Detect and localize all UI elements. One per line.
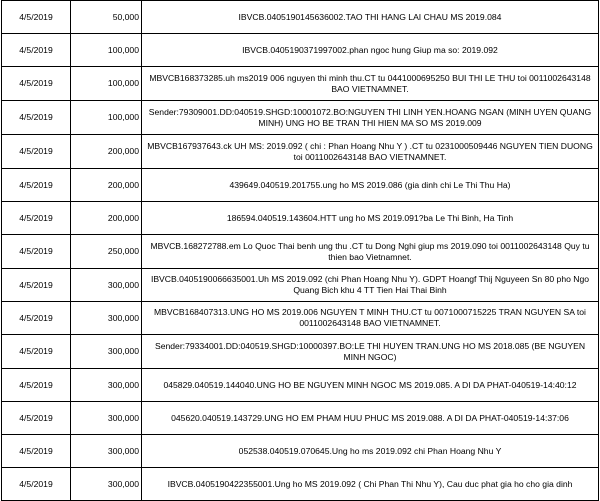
table-row — [2, 335, 599, 369]
description-cell: IBVCB.0405190422355001.Ung ho MS 2019.092 ( Chi Phan Thi Nhu Y), Cau duc phat gia ho cho gia dinh — [142, 468, 599, 501]
date-cell: 4/5/2019 — [2, 468, 71, 501]
date-cell: 4/5/2019 — [2, 269, 71, 302]
amount-cell: 300,000 — [71, 369, 142, 402]
date-cell: 4/5/2019 — [2, 202, 71, 235]
date-cell: 4/5/2019 — [2, 67, 71, 101]
date-cell: 4/5/2019 — [2, 335, 71, 369]
description-cell: 052538.040519.070645.Ung ho ms 2019.092 chi Phan Hoang Nhu Y — [142, 435, 599, 468]
description-cell: MBVCB.168272788.em Lo Quoc Thai benh ung thu .CT tu Dong Nghi giup ms 2019.090 toi 0011002643148 Quy tu thien bao Vietnamnet. — [142, 235, 599, 269]
amount-cell: 250,000 — [71, 235, 142, 269]
table-row — [2, 369, 599, 402]
transaction-table — [1, 0, 599, 501]
amount-cell: 200,000 — [71, 202, 142, 235]
date-cell: 4/5/2019 — [2, 135, 71, 169]
amount-cell: 300,000 — [71, 468, 142, 501]
date-cell: 4/5/2019 — [2, 169, 71, 202]
amount-cell: 100,000 — [71, 34, 142, 67]
amount-cell: 200,000 — [71, 135, 142, 169]
date-cell: 4/5/2019 — [2, 235, 71, 269]
description-cell: Sender:79309001.DD:040519.SHGD:10001072.BO:NGUYEN THI LINH YEN.HOANG NGAN (MINH UYEN QUANG MINH) UNG HO BE TRAN THI HIEN MA SO MS 2019.009 — [142, 101, 599, 135]
date-cell: 4/5/2019 — [2, 435, 71, 468]
description-cell: IBVCB.0405190145636002.TAO THI HANG LAI CHAU MS 2019.084 — [142, 1, 599, 34]
date-cell: 4/5/2019 — [2, 402, 71, 435]
table-row — [2, 402, 599, 435]
amount-cell: 300,000 — [71, 402, 142, 435]
amount-cell: 300,000 — [71, 269, 142, 302]
table-row — [2, 269, 599, 302]
date-cell: 4/5/2019 — [2, 302, 71, 335]
table-row — [2, 1, 599, 34]
date-cell: 4/5/2019 — [2, 369, 71, 402]
table-row — [2, 67, 599, 101]
date-cell: 4/5/2019 — [2, 34, 71, 67]
amount-cell: 100,000 — [71, 67, 142, 101]
description-cell: 045829.040519.144040.UNG HO BE NGUYEN MINH NGOC MS 2019.085. A DI DA PHAT-040519-14:40:12 — [142, 369, 599, 402]
date-cell: 4/5/2019 — [2, 101, 71, 135]
description-cell: MBVCB167937643.ck UH MS: 2019.092 ( chi : Phan Hoang Nhu Y ) .CT tu 0231000509446 NGUYEN TIEN DUONG toi 0011002643148 BAO VIETNAMNET. — [142, 135, 599, 169]
description-cell: MBVCB168373285.uh ms2019 006 nguyen thi minh thu.CT tu 0441000695250 BUI THI LE THU toi 0011002643148 BAO VIETNAMNET. — [142, 67, 599, 101]
table-row — [2, 34, 599, 67]
amount-cell: 300,000 — [71, 435, 142, 468]
date-cell: 4/5/2019 — [2, 1, 71, 34]
table-row — [2, 169, 599, 202]
table-row — [2, 235, 599, 269]
table-row — [2, 101, 599, 135]
amount-cell: 300,000 — [71, 335, 142, 369]
description-cell: 045620.040519.143729.UNG HO EM PHAM HUU PHUC MS 2019.088. A DI DA PHAT-040519-14:37:06 — [142, 402, 599, 435]
amount-cell: 50,000 — [71, 1, 142, 34]
description-cell: IBVCB.0405190066635001.Uh MS 2019.092 (chi Phan Hoang Nhu Y). GDPT Hoangf Thij Nguyeen Sn 80 pho Ngo Quang Bich khu 4 TT Tien Hai Thai Binh — [142, 269, 599, 302]
description-cell: IBVCB.0405190371997002.phan ngoc hung Giup ma so: 2019.092 — [142, 34, 599, 67]
table-row — [2, 468, 599, 501]
description-cell: 186594.040519.143604.HTT ung ho MS 2019.091?ba Le Thi Binh, Ha Tinh — [142, 202, 599, 235]
amount-cell: 300,000 — [71, 302, 142, 335]
table-row — [2, 302, 599, 335]
table-row — [2, 135, 599, 169]
table-row — [2, 202, 599, 235]
description-cell: MBVCB168407313.UNG HO MS 2019.006 NGUYEN T MINH THU.CT tu 0071000715225 TRAN NGUYEN SA toi 0011002643148 BAO VIETNAMNET. — [142, 302, 599, 335]
description-cell: Sender:79334001.DD:040519.SHGD:10000397.BO:LE THI HUYEN TRAN.UNG HO MS 2018.085 (BE NGUYEN MINH NGOC) — [142, 335, 599, 369]
amount-cell: 200,000 — [71, 169, 142, 202]
table-row — [2, 435, 599, 468]
amount-cell: 100,000 — [71, 101, 142, 135]
description-cell: 439649.040519.201755.ung ho MS 2019.086 (gia dinh chi Le Thi Thu Ha) — [142, 169, 599, 202]
